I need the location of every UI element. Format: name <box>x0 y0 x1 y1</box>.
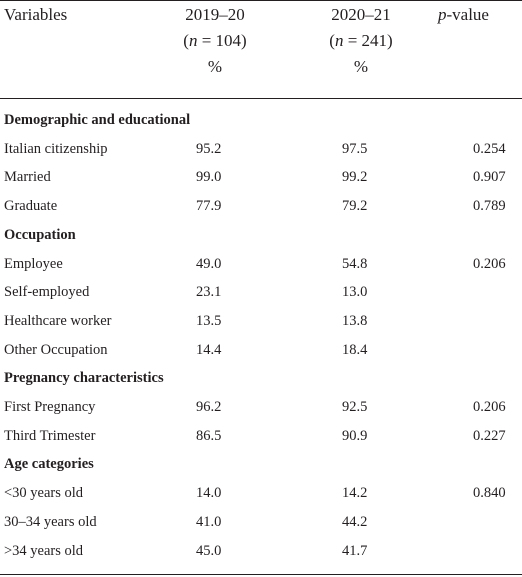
header-p-value: p-value <box>438 5 489 24</box>
row-label: Married <box>4 169 51 186</box>
header-2020-21 <box>301 2 421 80</box>
cell-2020-21: 18.4 <box>342 341 368 358</box>
row-label: Italian citizenship <box>4 140 108 157</box>
cell-2019-20: 99.0 <box>196 169 222 186</box>
cell-2020-21: 44.2 <box>342 513 368 530</box>
cell-2019-20: 96.2 <box>196 399 222 415</box>
cell-2020-21: 14.2 <box>342 485 368 502</box>
cell-2019-20: 41.0 <box>196 513 222 530</box>
section-header-row <box>0 106 522 134</box>
cell-p-value: 0.789 <box>473 198 506 215</box>
header-2019-20-year: 2019–20 <box>185 5 245 24</box>
cell-2020-21: 54.8 <box>342 255 368 272</box>
section-label: Demographic and educational <box>4 112 191 128</box>
cell-2019-20: 14.0 <box>196 485 222 502</box>
table-top-rule <box>0 0 522 1</box>
section-label: Occupation <box>4 226 76 243</box>
row-label: Healthcare worker <box>4 312 112 329</box>
cell-2019-20: 23.1 <box>196 284 222 301</box>
table-row <box>0 479 522 507</box>
table-row <box>0 163 522 191</box>
section-header-row <box>0 364 522 392</box>
row-label: Other Occupation <box>4 341 108 358</box>
cell-2020-21: 13.0 <box>342 284 368 301</box>
table-row <box>0 537 522 565</box>
cell-2019-20: 49.0 <box>196 255 222 272</box>
cell-p-value: 0.206 <box>473 255 506 272</box>
cell-2020-21: 13.8 <box>342 312 368 329</box>
section-header-row <box>0 450 522 478</box>
row-label: Third Trimester <box>4 427 96 444</box>
table-row <box>0 307 522 335</box>
cell-p-value: 0.206 <box>473 399 506 415</box>
table-row <box>0 192 522 220</box>
cell-2020-21: 99.2 <box>342 169 368 186</box>
row-label: First Pregnancy <box>4 399 96 415</box>
cell-2020-21: 41.7 <box>342 542 368 559</box>
table-row <box>0 422 522 450</box>
table-row <box>0 278 522 306</box>
table-bottom-rule <box>0 574 522 575</box>
row-label: Self-employed <box>4 284 90 301</box>
cell-2019-20: 77.9 <box>196 198 222 215</box>
row-label: >34 years old <box>4 542 84 559</box>
cell-2020-21: 92.5 <box>342 399 368 415</box>
cell-p-value: 0.907 <box>473 169 506 186</box>
header-2019-20 <box>155 2 275 80</box>
row-label: 30–34 years old <box>4 513 97 530</box>
cell-2019-20: 95.2 <box>196 140 222 157</box>
cell-2020-21: 79.2 <box>342 198 368 215</box>
header-2020-21-year: 2020–21 <box>331 5 391 24</box>
header-variables: Variables <box>4 5 68 24</box>
cell-2020-21: 97.5 <box>342 140 368 157</box>
header-2019-20-unit: % <box>207 57 223 76</box>
header-2020-21-n: (n = 241) <box>329 31 393 50</box>
row-label: Employee <box>4 255 63 272</box>
row-label: <30 years old <box>4 485 84 502</box>
section-label: Pregnancy characteristics <box>4 370 164 387</box>
cell-p-value: 0.840 <box>473 485 506 502</box>
cell-p-value: 0.227 <box>473 427 506 444</box>
header-divider-rule <box>0 98 522 99</box>
cell-2020-21: 90.9 <box>342 427 368 444</box>
table-row <box>0 393 522 421</box>
cell-2019-20: 45.0 <box>196 542 222 559</box>
section-header-row <box>0 221 522 249</box>
table-row <box>0 508 522 536</box>
header-2019-20-n: (n = 104) <box>183 31 247 50</box>
cell-p-value: 0.254 <box>473 140 506 157</box>
table-row <box>0 336 522 364</box>
table-row <box>0 135 522 163</box>
table-row <box>0 250 522 278</box>
cell-2019-20: 86.5 <box>196 427 222 444</box>
cell-2019-20: 14.4 <box>196 341 222 358</box>
cell-2019-20: 13.5 <box>196 312 222 329</box>
header-2020-21-unit: % <box>353 57 369 76</box>
section-label: Age categories <box>4 456 94 473</box>
row-label: Graduate <box>4 198 58 215</box>
